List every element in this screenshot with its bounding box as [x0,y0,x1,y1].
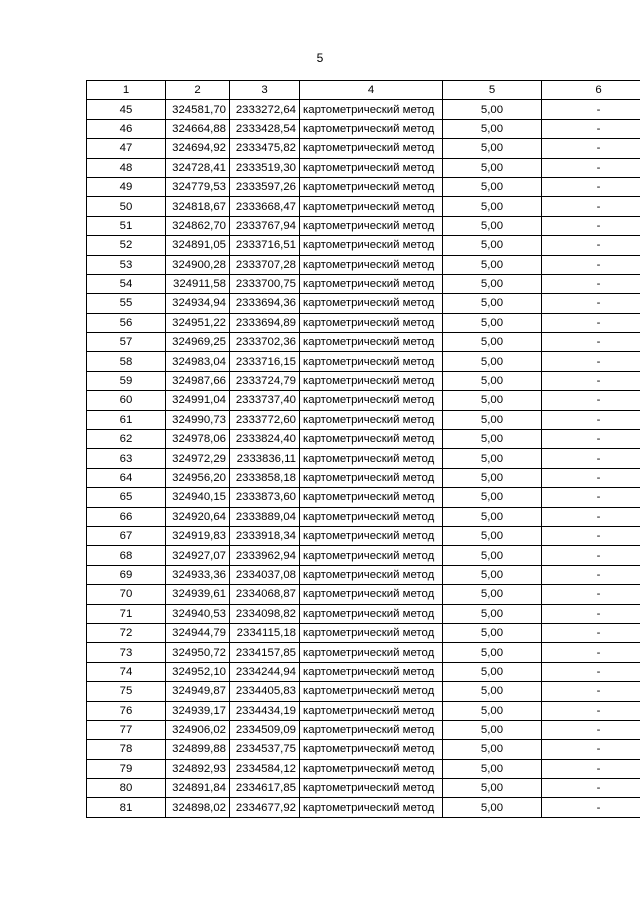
x-coordinate-cell: 324927,07 [166,546,230,565]
y-coordinate-cell: 2333475,82 [230,139,300,158]
accuracy-cell: 5,00 [443,604,542,623]
accuracy-cell: 5,00 [443,371,542,390]
accuracy-cell: 5,00 [443,623,542,642]
table-row [87,798,640,817]
description-cell: - [542,371,640,390]
table-row [87,662,640,681]
description-cell: - [542,740,640,759]
description-cell: - [542,274,640,293]
x-coordinate-cell: 324956,20 [166,468,230,487]
table-row [87,585,640,604]
x-coordinate-cell: 324987,66 [166,371,230,390]
table-row [87,410,640,429]
description-cell: - [542,410,640,429]
accuracy-cell: 5,00 [443,391,542,410]
x-coordinate-cell: 324899,88 [166,740,230,759]
method-cell: картометрический метод [300,216,443,235]
y-coordinate-cell: 2333824,40 [230,430,300,449]
table-row [87,371,640,390]
table-row [87,119,640,138]
table-row [87,313,640,332]
point-number-cell: 57 [87,333,166,352]
point-number-cell: 77 [87,720,166,739]
table-row [87,526,640,545]
y-coordinate-cell: 2333716,15 [230,352,300,371]
description-cell: - [542,177,640,196]
point-number-cell: 49 [87,177,166,196]
x-coordinate-cell: 324969,25 [166,333,230,352]
method-cell: картометрический метод [300,333,443,352]
point-number-cell: 60 [87,391,166,410]
x-coordinate-cell: 324951,22 [166,313,230,332]
accuracy-cell: 5,00 [443,682,542,701]
method-cell: картометрический метод [300,255,443,274]
y-coordinate-cell: 2333702,36 [230,333,300,352]
method-cell: картометрический метод [300,410,443,429]
table-row [87,623,640,642]
method-cell: картометрический метод [300,546,443,565]
method-cell: картометрический метод [300,488,443,507]
y-coordinate-cell: 2334434,19 [230,701,300,720]
x-coordinate-cell: 324933,36 [166,565,230,584]
method-cell: картометрический метод [300,643,443,662]
description-cell: - [542,701,640,720]
table-body [87,100,640,817]
method-cell: картометрический метод [300,313,443,332]
table-row [87,682,640,701]
table-row [87,701,640,720]
y-coordinate-cell: 2333767,94 [230,216,300,235]
description-cell: - [542,236,640,255]
accuracy-cell: 5,00 [443,740,542,759]
description-cell: - [542,391,640,410]
x-coordinate-cell: 324779,53 [166,177,230,196]
method-cell: картометрический метод [300,197,443,216]
table-row [87,294,640,313]
y-coordinate-cell: 2333668,47 [230,197,300,216]
accuracy-cell: 5,00 [443,119,542,138]
accuracy-cell: 5,00 [443,759,542,778]
table-row [87,720,640,739]
y-coordinate-cell: 2333700,75 [230,274,300,293]
method-cell: картометрический метод [300,158,443,177]
header-cell: 1 [87,81,166,100]
accuracy-cell: 5,00 [443,410,542,429]
y-coordinate-cell: 2334677,92 [230,798,300,817]
method-cell: картометрический метод [300,294,443,313]
x-coordinate-cell: 324694,92 [166,139,230,158]
description-cell: - [542,333,640,352]
point-number-cell: 52 [87,236,166,255]
table-row [87,236,640,255]
table-row [87,197,640,216]
x-coordinate-cell: 324818,67 [166,197,230,216]
method-cell: картометрический метод [300,720,443,739]
table-row [87,391,640,410]
description-cell: - [542,158,640,177]
x-coordinate-cell: 324891,05 [166,236,230,255]
table-row [87,643,640,662]
table-row [87,177,640,196]
table-row [87,352,640,371]
method-cell: картометрический метод [300,526,443,545]
table-row [87,430,640,449]
y-coordinate-cell: 2333962,94 [230,546,300,565]
method-cell: картометрический метод [300,623,443,642]
accuracy-cell: 5,00 [443,216,542,235]
y-coordinate-cell: 2334405,83 [230,682,300,701]
method-cell: картометрический метод [300,236,443,255]
y-coordinate-cell: 2333772,60 [230,410,300,429]
x-coordinate-cell: 324906,02 [166,720,230,739]
y-coordinate-cell: 2334037,08 [230,565,300,584]
description-cell: - [542,119,640,138]
description-cell: - [542,565,640,584]
description-cell: - [542,662,640,681]
x-coordinate-cell: 324911,58 [166,274,230,293]
accuracy-cell: 5,00 [443,720,542,739]
description-cell: - [542,779,640,798]
description-cell: - [542,682,640,701]
y-coordinate-cell: 2333889,04 [230,507,300,526]
y-coordinate-cell: 2334537,75 [230,740,300,759]
coordinates-table [86,80,640,818]
header-row [87,81,640,100]
description-cell: - [542,468,640,487]
method-cell: картометрический метод [300,682,443,701]
table-row [87,740,640,759]
method-cell: картометрический метод [300,352,443,371]
point-number-cell: 68 [87,546,166,565]
method-cell: картометрический метод [300,759,443,778]
point-number-cell: 69 [87,565,166,584]
description-cell: - [542,294,640,313]
description-cell: - [542,430,640,449]
y-coordinate-cell: 2334584,12 [230,759,300,778]
x-coordinate-cell: 324990,73 [166,410,230,429]
accuracy-cell: 5,00 [443,662,542,681]
method-cell: картометрический метод [300,139,443,158]
y-coordinate-cell: 2334098,82 [230,604,300,623]
method-cell: картометрический метод [300,662,443,681]
x-coordinate-cell: 324862,70 [166,216,230,235]
point-number-cell: 70 [87,585,166,604]
y-coordinate-cell: 2333428,54 [230,119,300,138]
table-header [87,81,640,100]
point-number-cell: 65 [87,488,166,507]
accuracy-cell: 5,00 [443,565,542,584]
point-number-cell: 76 [87,701,166,720]
table-row [87,100,640,119]
point-number-cell: 72 [87,623,166,642]
accuracy-cell: 5,00 [443,449,542,468]
table-row [87,759,640,778]
accuracy-cell: 5,00 [443,255,542,274]
point-number-cell: 48 [87,158,166,177]
accuracy-cell: 5,00 [443,236,542,255]
x-coordinate-cell: 324991,04 [166,391,230,410]
method-cell: картометрический метод [300,430,443,449]
description-cell: - [542,449,640,468]
table-row [87,604,640,623]
x-coordinate-cell: 324949,87 [166,682,230,701]
point-number-cell: 78 [87,740,166,759]
method-cell: картометрический метод [300,779,443,798]
y-coordinate-cell: 2333918,34 [230,526,300,545]
table-row [87,274,640,293]
point-number-cell: 56 [87,313,166,332]
description-cell: - [542,720,640,739]
x-coordinate-cell: 324728,41 [166,158,230,177]
accuracy-cell: 5,00 [443,546,542,565]
description-cell: - [542,585,640,604]
method-cell: картометрический метод [300,371,443,390]
accuracy-cell: 5,00 [443,177,542,196]
description-cell: - [542,546,640,565]
accuracy-cell: 5,00 [443,430,542,449]
accuracy-cell: 5,00 [443,294,542,313]
header-cell: 3 [230,81,300,100]
x-coordinate-cell: 324898,02 [166,798,230,817]
description-cell: - [542,313,640,332]
point-number-cell: 75 [87,682,166,701]
accuracy-cell: 5,00 [443,100,542,119]
description-cell: - [542,139,640,158]
method-cell: картометрический метод [300,449,443,468]
method-cell: картометрический метод [300,740,443,759]
description-cell: - [542,526,640,545]
method-cell: картометрический метод [300,274,443,293]
point-number-cell: 47 [87,139,166,158]
accuracy-cell: 5,00 [443,139,542,158]
accuracy-cell: 5,00 [443,526,542,545]
table-row [87,488,640,507]
header-cell: 6 [542,81,640,100]
point-number-cell: 45 [87,100,166,119]
description-cell: - [542,643,640,662]
y-coordinate-cell: 2333694,89 [230,313,300,332]
x-coordinate-cell: 324664,88 [166,119,230,138]
table-row [87,507,640,526]
y-coordinate-cell: 2334509,09 [230,720,300,739]
x-coordinate-cell: 324944,79 [166,623,230,642]
point-number-cell: 46 [87,119,166,138]
description-cell: - [542,197,640,216]
description-cell: - [542,604,640,623]
accuracy-cell: 5,00 [443,585,542,604]
method-cell: картометрический метод [300,391,443,410]
table-row [87,546,640,565]
y-coordinate-cell: 2333694,36 [230,294,300,313]
page-number: 5 [316,51,324,65]
header-cell: 4 [300,81,443,100]
y-coordinate-cell: 2334068,87 [230,585,300,604]
accuracy-cell: 5,00 [443,197,542,216]
accuracy-cell: 5,00 [443,488,542,507]
method-cell: картометрический метод [300,100,443,119]
x-coordinate-cell: 324892,93 [166,759,230,778]
y-coordinate-cell: 2334157,85 [230,643,300,662]
description-cell: - [542,488,640,507]
x-coordinate-cell: 324891,84 [166,779,230,798]
method-cell: картометрический метод [300,701,443,720]
point-number-cell: 67 [87,526,166,545]
y-coordinate-cell: 2333716,51 [230,236,300,255]
accuracy-cell: 5,00 [443,701,542,720]
accuracy-cell: 5,00 [443,158,542,177]
x-coordinate-cell: 324983,04 [166,352,230,371]
table-row [87,333,640,352]
y-coordinate-cell: 2334244,94 [230,662,300,681]
description-cell: - [542,507,640,526]
x-coordinate-cell: 324940,53 [166,604,230,623]
x-coordinate-cell: 324900,28 [166,255,230,274]
point-number-cell: 73 [87,643,166,662]
x-coordinate-cell: 324581,70 [166,100,230,119]
accuracy-cell: 5,00 [443,313,542,332]
y-coordinate-cell: 2333873,60 [230,488,300,507]
y-coordinate-cell: 2333272,64 [230,100,300,119]
accuracy-cell: 5,00 [443,798,542,817]
point-number-cell: 55 [87,294,166,313]
x-coordinate-cell: 324934,94 [166,294,230,313]
table-row [87,779,640,798]
method-cell: картометрический метод [300,565,443,584]
header-cell: 5 [443,81,542,100]
x-coordinate-cell: 324950,72 [166,643,230,662]
method-cell: картометрический метод [300,177,443,196]
method-cell: картометрический метод [300,468,443,487]
x-coordinate-cell: 324919,83 [166,526,230,545]
header-cell: 2 [166,81,230,100]
description-cell: - [542,352,640,371]
description-cell: - [542,255,640,274]
point-number-cell: 71 [87,604,166,623]
description-cell: - [542,216,640,235]
point-number-cell: 51 [87,216,166,235]
y-coordinate-cell: 2333737,40 [230,391,300,410]
point-number-cell: 62 [87,430,166,449]
method-cell: картометрический метод [300,507,443,526]
point-number-cell: 50 [87,197,166,216]
x-coordinate-cell: 324952,10 [166,662,230,681]
y-coordinate-cell: 2333707,28 [230,255,300,274]
description-cell: - [542,100,640,119]
description-cell: - [542,623,640,642]
point-number-cell: 80 [87,779,166,798]
y-coordinate-cell: 2333724,79 [230,371,300,390]
point-number-cell: 79 [87,759,166,778]
x-coordinate-cell: 324939,61 [166,585,230,604]
x-coordinate-cell: 324920,64 [166,507,230,526]
table-row [87,255,640,274]
point-number-cell: 61 [87,410,166,429]
table-row [87,565,640,584]
point-number-cell: 59 [87,371,166,390]
point-number-cell: 81 [87,798,166,817]
y-coordinate-cell: 2334617,85 [230,779,300,798]
accuracy-cell: 5,00 [443,333,542,352]
point-number-cell: 53 [87,255,166,274]
description-cell: - [542,759,640,778]
x-coordinate-cell: 324978,06 [166,430,230,449]
point-number-cell: 63 [87,449,166,468]
accuracy-cell: 5,00 [443,779,542,798]
table-row [87,449,640,468]
method-cell: картометрический метод [300,119,443,138]
table-row [87,158,640,177]
point-number-cell: 66 [87,507,166,526]
y-coordinate-cell: 2333858,18 [230,468,300,487]
x-coordinate-cell: 324940,15 [166,488,230,507]
accuracy-cell: 5,00 [443,468,542,487]
method-cell: картометрический метод [300,798,443,817]
y-coordinate-cell: 2333836,11 [230,449,300,468]
accuracy-cell: 5,00 [443,352,542,371]
point-number-cell: 74 [87,662,166,681]
x-coordinate-cell: 324939,17 [166,701,230,720]
point-number-cell: 64 [87,468,166,487]
y-coordinate-cell: 2333519,30 [230,158,300,177]
y-coordinate-cell: 2333597,26 [230,177,300,196]
method-cell: картометрический метод [300,604,443,623]
point-number-cell: 54 [87,274,166,293]
point-number-cell: 58 [87,352,166,371]
accuracy-cell: 5,00 [443,274,542,293]
table-row [87,216,640,235]
method-cell: картометрический метод [300,585,443,604]
accuracy-cell: 5,00 [443,507,542,526]
y-coordinate-cell: 2334115,18 [230,623,300,642]
accuracy-cell: 5,00 [443,643,542,662]
description-cell: - [542,798,640,817]
table-row [87,468,640,487]
x-coordinate-cell: 324972,29 [166,449,230,468]
table-row [87,139,640,158]
